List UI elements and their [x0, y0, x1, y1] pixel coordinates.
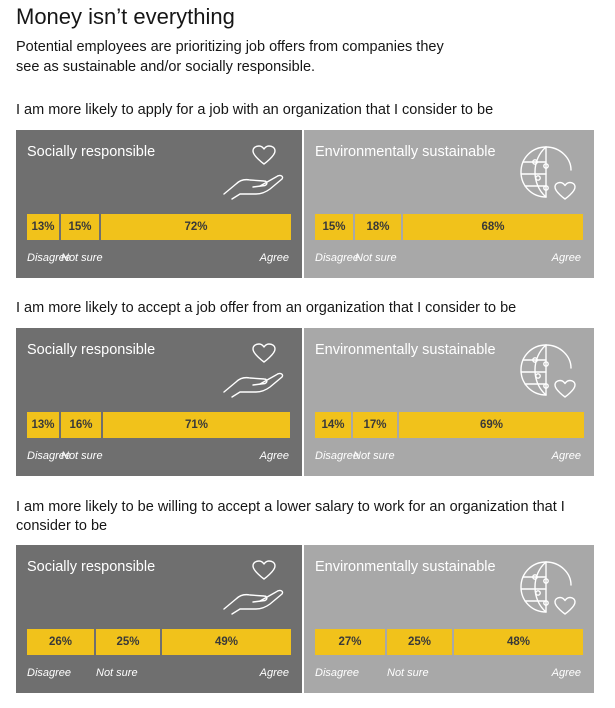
chart-panel-3-environmentally-sustainable — [304, 545, 594, 693]
stacked-bar — [315, 629, 583, 655]
bar-segment-disagree: 26% — [27, 629, 94, 655]
category-label-not-sure: Not sure — [387, 667, 429, 679]
bar-segment-not-sure: 18% — [355, 214, 401, 240]
bar-segment-agree: 69% — [399, 412, 584, 438]
bar-segment-disagree: 13% — [27, 214, 59, 240]
category-label-agree: Agree — [551, 667, 581, 679]
chart-panel-1-environmentally-sustainable — [304, 130, 594, 278]
bar-segment-agree: 49% — [162, 629, 291, 655]
chart-panel-3-socially-responsible — [16, 545, 302, 693]
category-label-agree: Agree — [551, 450, 581, 462]
panel-label: Environmentally sustainable — [315, 559, 496, 575]
chart-panel-1-socially-responsible — [16, 130, 302, 278]
chart-panel-2-socially-responsible — [16, 328, 302, 476]
category-label-disagree: Disagree — [315, 450, 360, 462]
category-label-agree: Agree — [551, 252, 581, 264]
category-label-disagree: Disagree — [27, 252, 72, 264]
category-label-disagree: Disagree — [315, 667, 360, 679]
category-label-not-sure: Not sure — [61, 450, 103, 462]
stacked-bar — [315, 214, 583, 240]
category-label-agree: Agree — [259, 450, 289, 462]
bar-segment-agree: 72% — [101, 214, 291, 240]
hand-heart-icon — [220, 342, 292, 398]
chart-panel-2-environmentally-sustainable — [304, 328, 594, 476]
bar-segment-not-sure: 15% — [61, 214, 99, 240]
page-subtitle: Potential employees are prioritizing job offers from companies they see as sustainable and/or socially responsible. — [16, 39, 444, 75]
panel-label: Socially responsible — [27, 144, 156, 160]
stacked-bar — [315, 412, 583, 438]
category-label-not-sure: Not sure — [355, 252, 397, 264]
stacked-bar — [27, 629, 291, 655]
hand-heart-icon — [220, 144, 292, 200]
bar-segment-disagree: 13% — [27, 412, 59, 438]
hand-heart-icon — [220, 559, 292, 615]
category-label-not-sure: Not sure — [353, 450, 395, 462]
panel-label: Socially responsible — [27, 559, 156, 575]
bar-segment-not-sure: 25% — [387, 629, 452, 655]
bar-segment-agree: 68% — [403, 214, 583, 240]
panel-label: Environmentally sustainable — [315, 144, 496, 160]
bar-segment-not-sure: 17% — [353, 412, 397, 438]
stacked-bar — [27, 412, 291, 438]
bar-segment-disagree: 27% — [315, 629, 385, 655]
stacked-bar — [27, 214, 291, 240]
bar-segment-not-sure: 25% — [96, 629, 160, 655]
page-title: Money isn’t everything — [16, 4, 235, 29]
globe-heart-icon — [512, 342, 584, 398]
bar-segment-agree: 71% — [103, 412, 290, 438]
category-label-not-sure: Not sure — [96, 667, 138, 679]
panel-label: Socially responsible — [27, 342, 156, 358]
bar-segment-agree: 48% — [454, 629, 583, 655]
globe-heart-icon — [512, 144, 584, 200]
bar-segment-not-sure: 16% — [61, 412, 101, 438]
category-label-agree: Agree — [259, 667, 289, 679]
panel-label: Environmentally sustainable — [315, 342, 496, 358]
bar-segment-disagree: 15% — [315, 214, 353, 240]
category-label-disagree: Disagree — [27, 450, 72, 462]
bar-segment-disagree: 14% — [315, 412, 351, 438]
category-label-disagree: Disagree — [27, 667, 72, 679]
globe-heart-icon — [512, 559, 584, 615]
question-1: I am more likely to apply for a job with an organization that I consider to be — [16, 102, 494, 118]
category-label-agree: Agree — [259, 252, 289, 264]
question-3: I am more likely to be willing to accept a lower salary to work for an organization that I consider to be — [16, 499, 565, 534]
category-label-disagree: Disagree — [315, 252, 360, 264]
category-label-not-sure: Not sure — [61, 252, 103, 264]
question-2: I am more likely to accept a job offer from an organization that I consider to be — [16, 300, 517, 316]
